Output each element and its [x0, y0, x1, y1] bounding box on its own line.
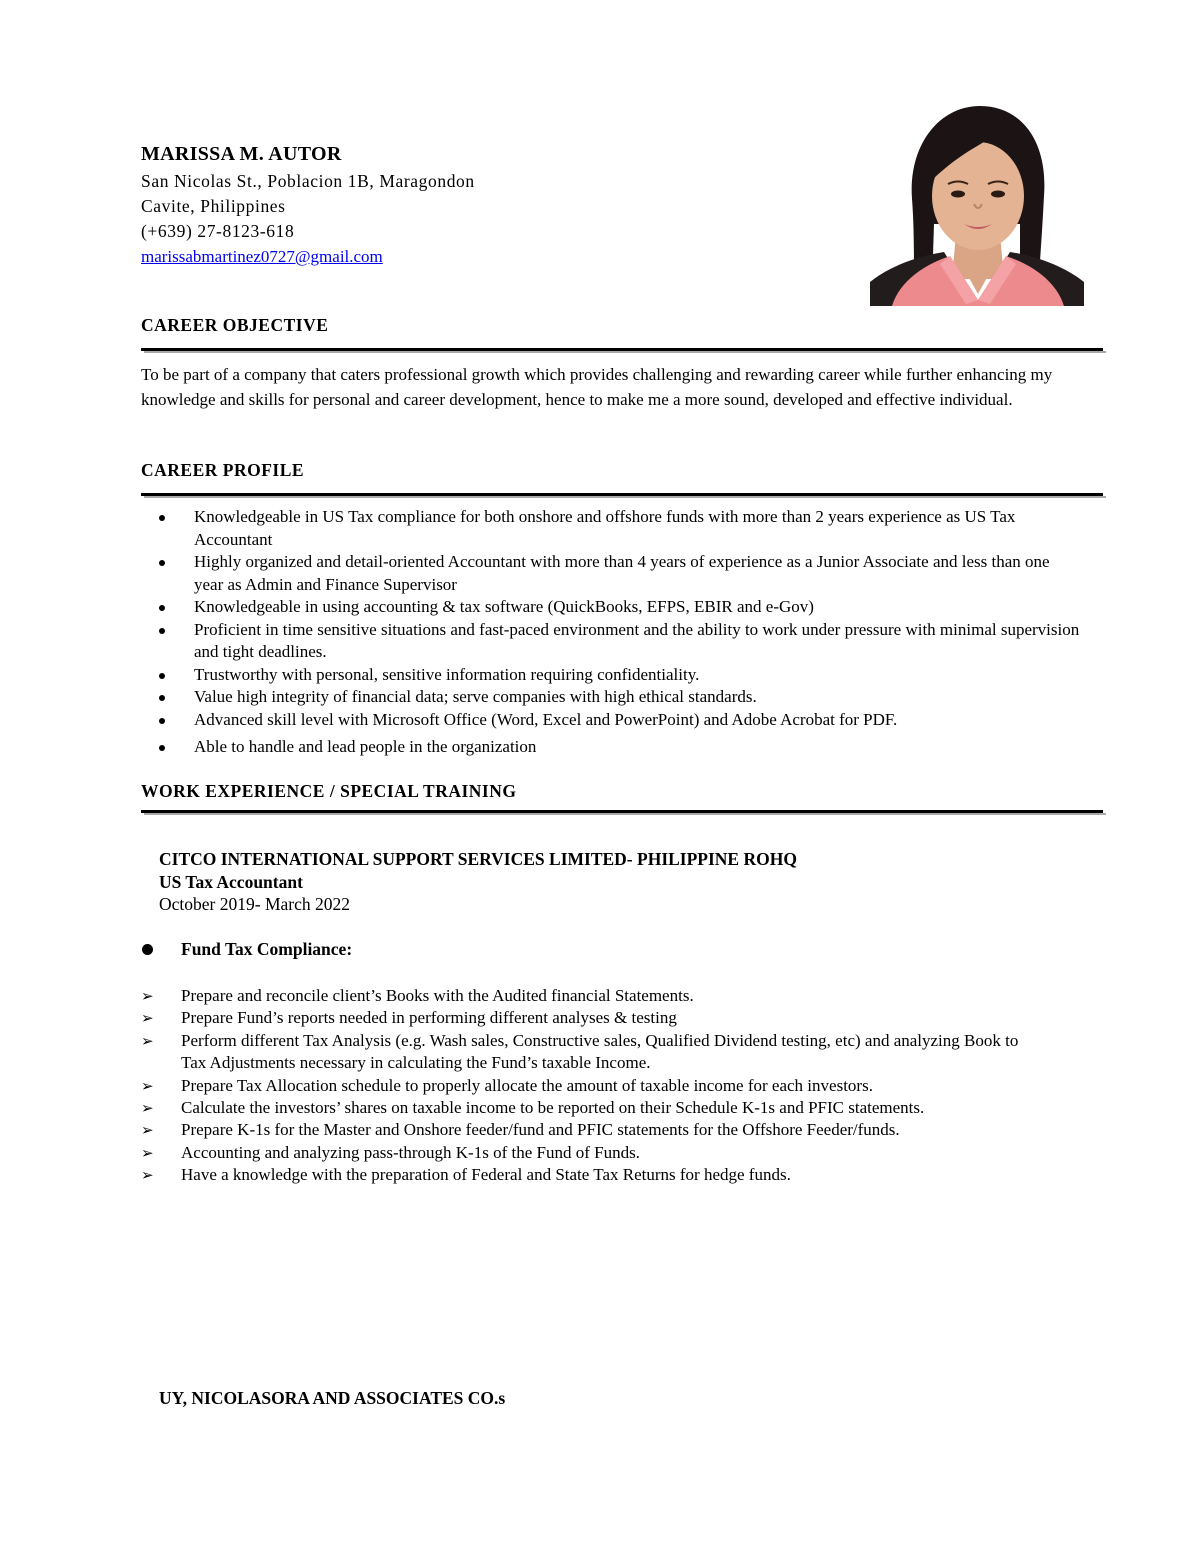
duty-item: ➢ Accounting and analyzing pass-through K-1s of the Fund of Funds. [141, 1142, 1041, 1164]
job-1-company: CITCO INTERNATIONAL SUPPORT SERVICES LIMITED- PHILIPPINE ROHQ [159, 849, 797, 869]
career-profile-heading: CAREER PROFILE [141, 460, 305, 480]
bullet-icon [142, 944, 153, 955]
bullet-icon [159, 515, 165, 521]
job-1-role: US Tax Accountant [159, 872, 303, 892]
arrow-bullet-icon: ➢ [141, 987, 154, 1005]
duty-item: ➢ Prepare Tax Allocation schedule to properly allocate the amount of taxable income for each investors. [141, 1075, 1041, 1097]
profile-item: Trustworthy with personal, sensitive information requiring confidentiality. [141, 664, 1081, 687]
duty-item: ➢ Prepare K-1s for the Master and Onshore feeder/fund and PFIC statements for the Offshore Feeder/funds. [141, 1119, 1041, 1141]
job-1-period: October 2019- March 2022 [159, 894, 350, 914]
job-1-duties-list [141, 985, 1041, 1187]
resume-page: MARISSA M. AUTOR San Nicolas St., Poblacion 1B, Maragondon Cavite, Philippines (+639) 27-8123-618 marissabmartinez0727@gmail.com CAREER OBJECTIVE To be part of a company that caters professional growth which provides challenging and rewarding career while further enhancing my knowledge and skills for personal and career development, hence to make me a more sound, developed and effective individual. CAREER PROFILE Knowledgeable in US Tax compliance for both onshore and offshore funds with more than 2 years experience as US Tax Accountant Highly organized and detail-oriented Accountant with more than 4 years of experience as a Junior Associate and less than one year as Admin and Finance Supervisor Knowledgeable in using accounting & tax software (QuickBooks, EFPS, EBIR and e-Gov) Proficient in time sensitive situations and fast-paced environment and the ability to work under pressure with minimal supervision and tight deadlines. Trustworthy with personal, sensitive information requiring confidentiality. Value high integrity of financial data; serve companies with high ethical standards. Advanced skill level with Microsoft Office (Word, Excel and PowerPoint) and Adobe Acrobat for PDF. Able to handle and lead people in the organization WORK EXPERIENCE / SPECIAL TRAINING CITCO INTERNATIONAL SUPPORT SERVICES LIMITED- PHILIPPINE ROHQ US Tax Accountant October 2019- March 2022 Fund Tax Compliance: ➢ Prepare and reconcile client’s Books with the Audited financial Statements. ➢ Prepare Fund’s reports needed in performing different analyses & testing ➢ Perform different Tax Analysis (e.g. Wash sales, Constructive sales, Qualified Dividend testing, etc) and analyzing Book to Tax Adjustments necessary in calculating the Fund’s taxable Income. ➢ Prepare Tax Allocation schedule to properly allocate the amount of taxable income for each investors. ➢ Calculate the investors’ shares on taxable income to be reported on their Schedule K-1s and PFIC statements. ➢ Prepare K-1s for the Master and Onshore feeder/fund and PFIC statements for the Offshore Feeder/funds. ➢ Accounting and analyzing pass-through K-1s of the Fund of Funds. ➢ Have a knowledge with the preparation of Federal and State Tax Returns for hedge funds. UY, NICOLASORA AND ASSOCIATES CO.s [0, 0, 1200, 1553]
career-objective-divider [141, 348, 1103, 353]
duty-item: ➢ Perform different Tax Analysis (e.g. Wash sales, Constructive sales, Qualified Dividend testing, etc) and analyzing Book to Tax Adjustments necessary in calculating the Fund’s taxable Income. [141, 1030, 1019, 1073]
bullet-icon [159, 560, 165, 566]
email-link[interactable]: marissabmartinez0727@gmail.com [141, 247, 383, 266]
candidate-name: MARISSA M. AUTOR [141, 143, 342, 165]
address-line-2: Cavite, Philippines [141, 196, 286, 216]
job-2-company: UY, NICOLASORA AND ASSOCIATES CO.s [159, 1388, 506, 1408]
phone-number: (+639) 27-8123-618 [141, 221, 295, 241]
bullet-icon [159, 628, 165, 634]
duty-item: ➢ Have a knowledge with the preparation of Federal and State Tax Returns for hedge funds. [141, 1164, 1041, 1186]
profile-item: Able to handle and lead people in the organization [141, 736, 1081, 759]
address-line-1: San Nicolas St., Poblacion 1B, Maragondon [141, 171, 475, 191]
work-experience-divider [141, 810, 1103, 815]
bullet-icon [159, 673, 165, 679]
profile-item: Value high integrity of financial data; serve companies with high ethical standards. [141, 686, 1081, 709]
profile-photo [870, 104, 1084, 306]
arrow-bullet-icon: ➢ [141, 1031, 154, 1050]
arrow-bullet-icon: ➢ [141, 1121, 154, 1140]
profile-item: Highly organized and detail-oriented Accountant with more than 4 years of experience as a Junior Associate and less than one year as Admin and Finance Supervisor [141, 551, 1081, 596]
arrow-bullet-icon: ➢ [141, 1076, 154, 1095]
email-row [141, 246, 383, 267]
career-objective-text: To be part of a company that caters professional growth which provides challenging and rewarding career while further enhancing my knowledge and skills for personal and career development, hence to make me a more sound, developed and effective individual. [141, 365, 1053, 409]
arrow-bullet-icon: ➢ [141, 1099, 154, 1118]
duty-item: ➢ Calculate the investors’ shares on taxable income to be reported on their Schedule K-1s and PFIC statements. [141, 1097, 1041, 1119]
duty-item: ➢ Prepare Fund’s reports needed in performing different analyses & testing [141, 1007, 1041, 1029]
arrow-bullet-icon: ➢ [141, 1166, 154, 1185]
work-experience-heading: WORK EXPERIENCE / SPECIAL TRAINING [141, 781, 517, 801]
arrow-bullet-icon: ➢ [141, 1143, 154, 1162]
career-profile-list [141, 506, 1081, 759]
bullet-icon [159, 745, 165, 751]
career-objective-heading: CAREER OBJECTIVE [141, 315, 329, 335]
portrait-illustration [870, 104, 1084, 306]
arrow-bullet-icon: ➢ [141, 1009, 154, 1028]
profile-item: Knowledgeable in using accounting & tax software (QuickBooks, EFPS, EBIR and e-Gov) [141, 596, 1081, 619]
bullet-icon [159, 718, 165, 724]
duty-item: ➢ Prepare and reconcile client’s Books with the Audited financial Statements. [141, 985, 1041, 1007]
profile-item: Advanced skill level with Microsoft Office (Word, Excel and PowerPoint) and Adobe Acrobat for PDF. [141, 709, 1081, 732]
profile-item: Knowledgeable in US Tax compliance for both onshore and offshore funds with more than 2 years experience as US Tax Accountant [141, 506, 1081, 551]
bullet-icon [159, 695, 165, 701]
career-profile-divider [141, 493, 1103, 498]
bullet-icon [159, 605, 165, 611]
profile-item: Proficient in time sensitive situations and fast-paced environment and the ability to work under pressure with minimal supervision and tight deadlines. [141, 619, 1081, 664]
